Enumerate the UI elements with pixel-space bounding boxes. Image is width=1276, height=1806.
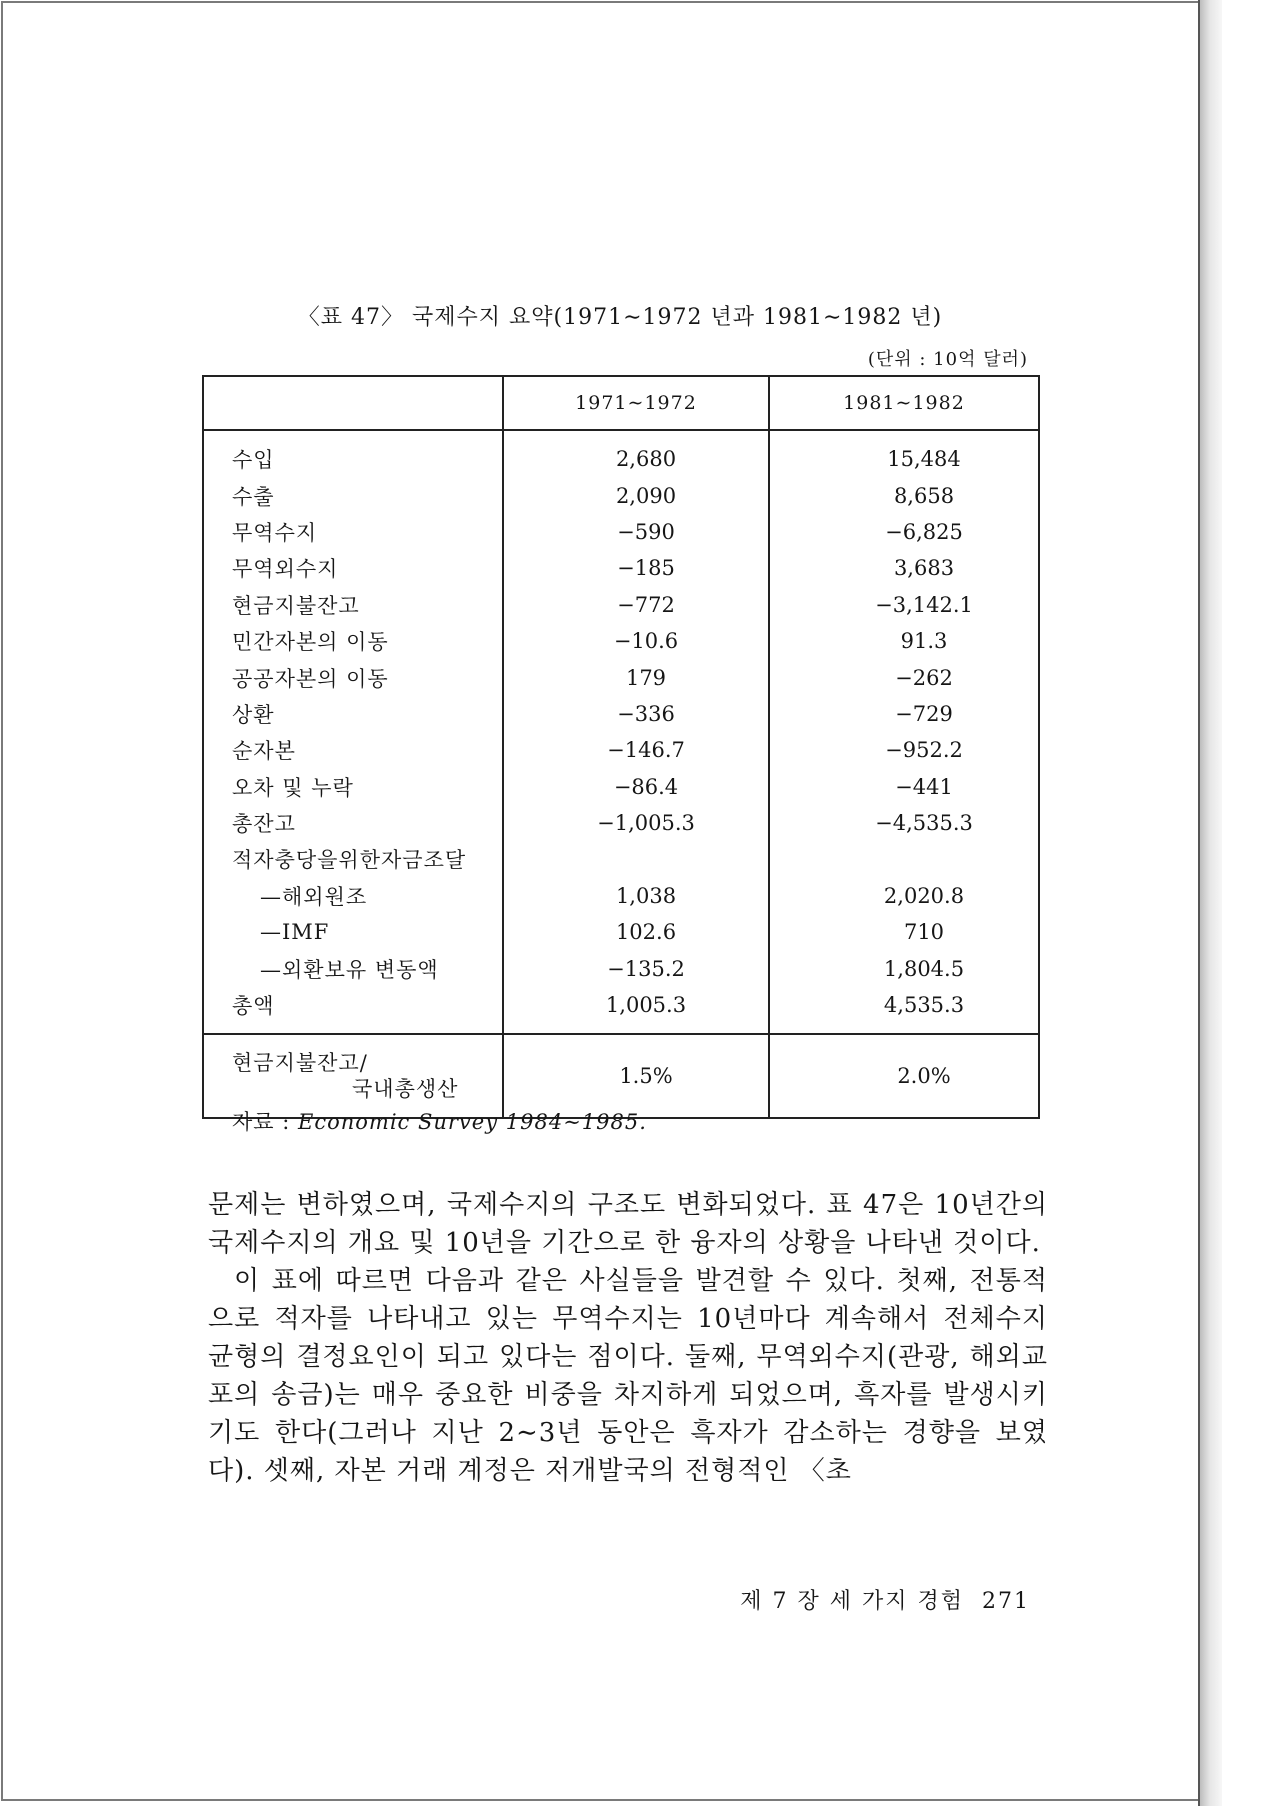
row-value-1981-1982: 91.3	[769, 623, 1039, 659]
row-value-1971-1972: −10.6	[503, 623, 769, 659]
table-source-note	[232, 1106, 647, 1136]
source-prefix: 자료 :	[232, 1110, 298, 1134]
table-row	[203, 841, 1039, 877]
row-label: 무역외수지	[232, 557, 339, 582]
page-number: 271	[982, 1589, 1030, 1614]
row-label: 수입	[232, 448, 275, 473]
row-value-1971-1972: −185	[503, 550, 769, 586]
row-label: 순자본	[232, 739, 296, 764]
row-value-1981-1982: 8,658	[769, 477, 1039, 513]
table-row	[203, 769, 1039, 805]
ratio-value-1971-1972: 1.5%	[503, 1034, 769, 1118]
table-row	[203, 550, 1039, 586]
table-caption: 〈표 47〉 국제수지 요약(1971∼1972 년과 1981∼1982 년)	[297, 305, 943, 330]
row-value-1981-1982: 2,020.8	[769, 878, 1039, 914]
table-row	[203, 514, 1039, 550]
row-value-1971-1972: −135.2	[503, 950, 769, 986]
row-value-1971-1972: 102.6	[503, 914, 769, 950]
row-value-1971-1972: −590	[503, 514, 769, 550]
table-row	[203, 696, 1039, 732]
table-header-row	[203, 376, 1039, 430]
header-cell-1981-1982: 1981∼1982	[769, 376, 1039, 430]
row-label: 공공자본의 이동	[232, 666, 389, 691]
row-label: —해외원조	[260, 884, 368, 909]
row-value-1981-1982: −952.2	[769, 732, 1039, 768]
row-value-1981-1982: −262	[769, 659, 1039, 695]
row-label: 총잔고	[232, 812, 296, 837]
table-row	[203, 950, 1039, 986]
row-label: 총액	[232, 994, 275, 1019]
table-row	[203, 477, 1039, 513]
row-value-1981-1982: −441	[769, 769, 1039, 805]
ratio-label-line2: 국내총생산	[352, 1077, 459, 1102]
row-value-1981-1982: 15,484	[769, 430, 1039, 477]
row-value-1981-1982: 4,535.3	[769, 987, 1039, 1034]
balance-of-payments-table	[202, 375, 1040, 1119]
row-value-1971-1972: −146.7	[503, 732, 769, 768]
table-row	[203, 430, 1039, 477]
row-value-1981-1982: 710	[769, 914, 1039, 950]
row-label: 무역수지	[232, 520, 318, 545]
table-row	[203, 805, 1039, 841]
header-cell-1971-1972: 1971∼1972	[503, 376, 769, 430]
row-value-1981-1982: −6,825	[769, 514, 1039, 550]
row-label: 민간자본의 이동	[232, 630, 389, 655]
row-value-1971-1972: 179	[503, 659, 769, 695]
row-label: —외환보유 변동액	[260, 957, 439, 982]
page-edge	[1198, 0, 1222, 1806]
row-label: —IMF	[260, 920, 330, 945]
unit-note: (단위 : 10억 달러)	[867, 349, 1028, 370]
row-value-1981-1982: −729	[769, 696, 1039, 732]
ratio-label-line1: 현금지불잔고/	[232, 1051, 368, 1076]
row-value-1981-1982: 1,804.5	[769, 950, 1039, 986]
body-text	[208, 1186, 1048, 1490]
row-value-1971-1972: −1,005.3	[503, 805, 769, 841]
row-value-1971-1972: 2,090	[503, 477, 769, 513]
row-value-1971-1972: −86.4	[503, 769, 769, 805]
row-value-1971-1972	[503, 841, 769, 877]
row-value-1981-1982: −4,535.3	[769, 805, 1039, 841]
row-label: 수출	[232, 484, 275, 509]
table-row	[203, 914, 1039, 950]
row-value-1971-1972: −772	[503, 587, 769, 623]
body-paragraph-2: 이 표에 따르면 다음과 같은 사실들을 발견할 수 있다. 첫째, 전통적으로 적자를 나타내고 있는 무역수지는 10년마다 계속해서 전체수지 균형의 결정요인이 되고 있다는 점이다. 둘째, 무역외수지(관광, 해외교포의 송금)는 매우 중요한 비중을 차지하게 되었으며, 흑자를 발생시키기도 한다(그러나 지난 2∼3년 동안은 흑자가 감소하는 경향을 보였다). 셋째, 자본 거래 계정은 저개발국의 전형적인 〈초	[208, 1266, 1048, 1486]
row-value-1971-1972: 2,680	[503, 430, 769, 477]
table-row	[203, 732, 1039, 768]
running-head: 제 7 장 세 가지 경험	[740, 1589, 964, 1614]
table-row	[203, 587, 1039, 623]
row-label: 현금지불잔고	[232, 593, 360, 618]
source-title: Economic Survey 1984∼1985.	[298, 1110, 647, 1134]
row-value-1971-1972: 1,005.3	[503, 987, 769, 1034]
table-row	[203, 623, 1039, 659]
row-label: 오차 및 누락	[232, 775, 354, 800]
row-label: 상환	[232, 702, 275, 727]
row-value-1981-1982: −3,142.1	[769, 587, 1039, 623]
row-value-1981-1982: 3,683	[769, 550, 1039, 586]
header-cell-empty	[203, 376, 503, 430]
row-value-1971-1972: −336	[503, 696, 769, 732]
table-row	[203, 659, 1039, 695]
table-row	[203, 878, 1039, 914]
ratio-value-1981-1982: 2.0%	[769, 1034, 1039, 1118]
table-row	[203, 987, 1039, 1034]
row-label: 적자충당을위한자금조달	[232, 848, 467, 873]
page-footer	[720, 1584, 1030, 1615]
balance-of-payments-table-container	[202, 375, 1040, 1119]
body-paragraph-1: 문제는 변하였으며, 국제수지의 구조도 변화되었다. 표 47은 10년간의 국제수지의 개요 및 10년을 기간으로 한 융자의 상황을 나타낸 것이다.	[208, 1190, 1048, 1258]
row-value-1981-1982	[769, 841, 1039, 877]
row-value-1971-1972: 1,038	[503, 878, 769, 914]
